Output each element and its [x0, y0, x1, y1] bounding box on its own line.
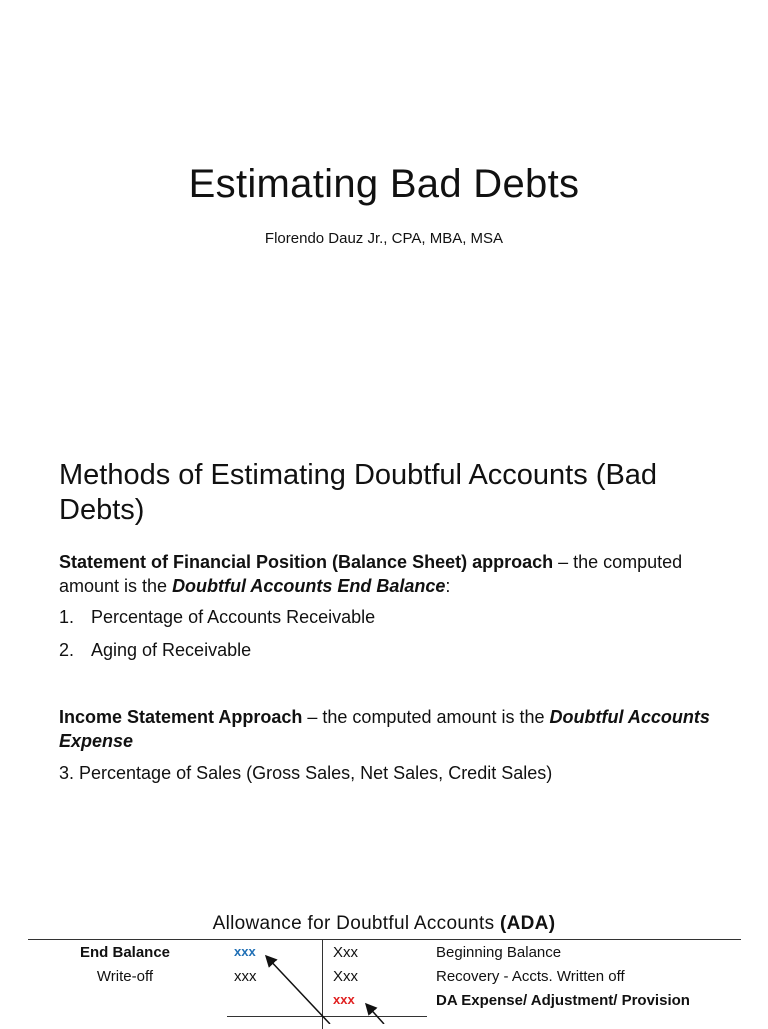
income-statement-approach-label: Income Statement Approach — [59, 707, 303, 727]
end-balance-emphasis: Doubtful Accounts End Balance — [172, 576, 446, 596]
paragraph-text: – the computed amount is the — [59, 552, 683, 596]
list-number: 1. — [59, 607, 75, 627]
beginning-balance-amount: Xxx — [333, 944, 359, 961]
list-number: 2. — [59, 640, 75, 660]
t-account-sum-line — [227, 1016, 427, 1017]
list-text: Percentage of Accounts Receivable — [91, 607, 376, 627]
list-item — [59, 607, 375, 628]
percentage-of-sales-item: 3. Percentage of Sales (Gross Sales, Net Sales, Credit Sales) — [59, 763, 553, 783]
beginning-balance-label: Beginning Balance — [436, 944, 562, 961]
balance-sheet-approach-paragraph — [59, 550, 739, 598]
t-account-top-line — [28, 939, 741, 940]
author-line: Florendo Dauz Jr., CPA, MBA, MSA — [264, 230, 504, 247]
income-statement-approach-paragraph — [59, 705, 739, 753]
t-account-title — [0, 913, 768, 935]
methods-heading: Methods of Estimating Doubtful Accounts (Bad Debts) — [59, 459, 658, 526]
write-off-label: Write-off — [96, 968, 154, 985]
paragraph-punctuation: : — [445, 576, 451, 596]
end-balance-label: End Balance — [79, 944, 171, 961]
end-balance-amount: xxx — [234, 944, 256, 959]
recovery-amount: Xxx — [333, 968, 359, 985]
arrow-to-da-expense — [366, 1004, 384, 1024]
balance-sheet-approach-label: Statement of Financial Position (Balance Sheet) approach — [59, 552, 554, 572]
da-expense-label: DA Expense/ Adjustment/ Provision — [436, 992, 690, 1009]
slide-title: Estimating Bad Debts — [188, 162, 580, 206]
paragraph-text: – the computed amount is the — [302, 707, 550, 727]
write-off-amount: xxx — [234, 968, 257, 985]
list-item — [59, 640, 251, 661]
t-account-title-text: Allowance for Doubtful Accounts — [212, 913, 501, 934]
expense-emphasis: Doubtful Accounts Expense — [59, 707, 710, 751]
recovery-label: Recovery - Accts. Written off — [436, 968, 625, 985]
list-text: Aging of Receivable — [91, 640, 252, 660]
t-account-abbrev: (ADA) — [500, 913, 556, 934]
da-expense-amount: xxx — [333, 992, 355, 1007]
arrow-to-end-balance — [266, 956, 330, 1024]
